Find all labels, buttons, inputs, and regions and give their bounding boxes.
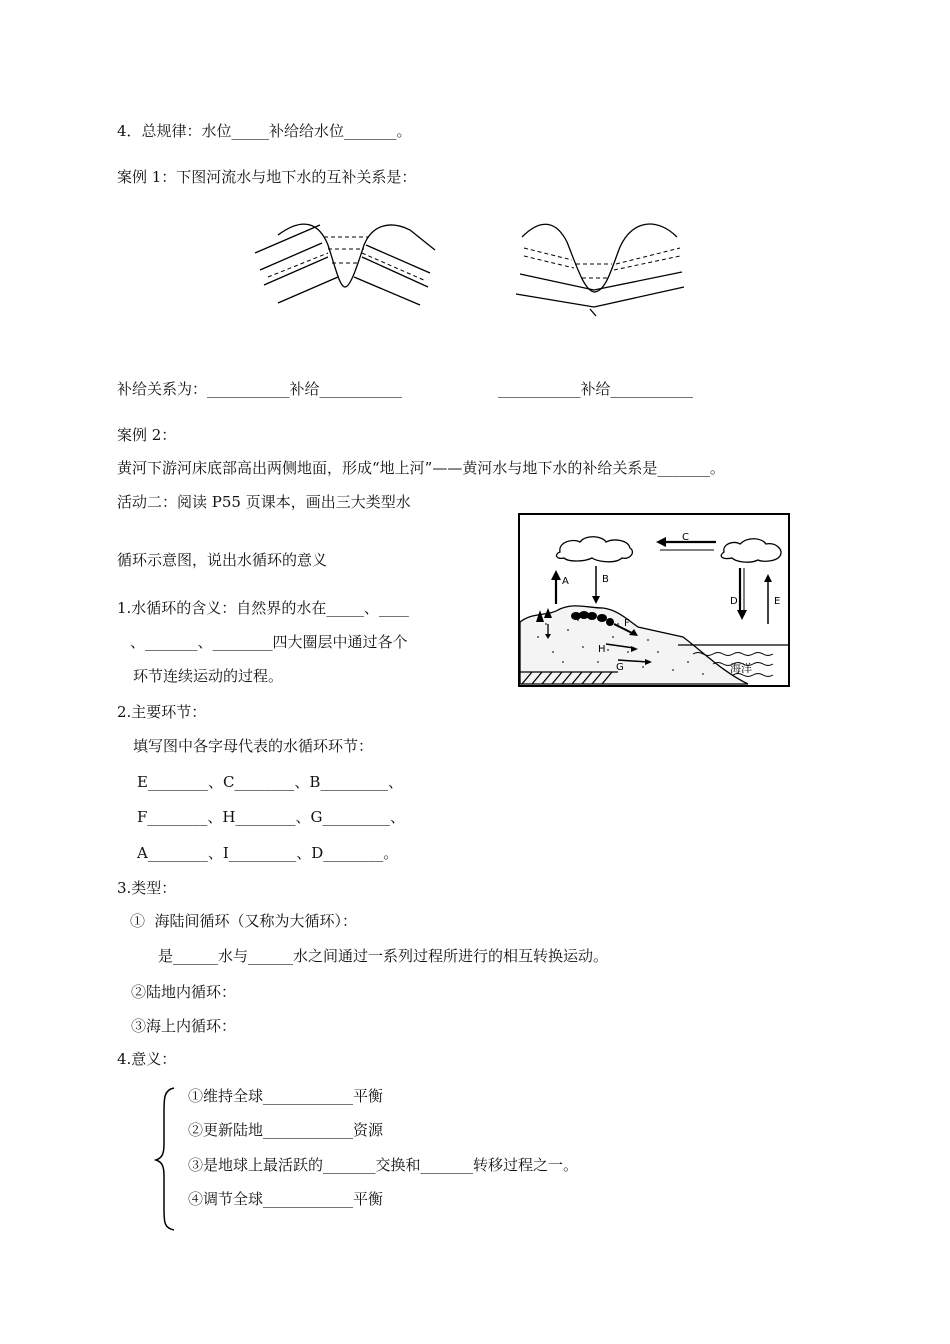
significance-3: ③是地球上最活跃的_______交换和_______转移过程之一。 — [188, 1156, 579, 1174]
main-links-heading: 2.主要环节： — [117, 703, 207, 721]
fill-instruction: 填写图中各字母代表的水循环环节： — [133, 737, 374, 755]
case2-heading: 案例 2： — [117, 426, 177, 444]
label-a: A — [562, 576, 569, 587]
river-diagram-right — [512, 212, 692, 317]
label-e: E — [774, 596, 781, 607]
fill-row-2: F________、H________、G_________、 — [137, 808, 405, 826]
label-g: G — [616, 662, 624, 673]
type-3: ③海上内循环： — [131, 1017, 237, 1035]
sea-label: 海洋 — [730, 662, 752, 675]
case1-heading: 案例 1：下图河流水与地下水的互补关系是： — [117, 168, 417, 186]
definition-line1: 1.水循环的含义：自然界的水在_____、____ — [117, 599, 409, 617]
label-c: C — [682, 532, 689, 543]
label-f: F — [624, 618, 630, 629]
type-1-desc: 是______水与______水之间通过一系列过程所进行的相互转换运动。 — [158, 947, 609, 965]
case2-text: 黄河下游河床底部高出两侧地面，形成“地上河”——黄河水与地下水的补给关系是_______。 — [117, 459, 725, 477]
label-h: H — [598, 644, 606, 655]
relation-line-right: ___________补给___________ — [498, 380, 694, 398]
fill-row-1: E________、C________、B_________、 — [137, 773, 403, 791]
definition-line3: 环节连续运动的过程。 — [133, 667, 284, 685]
significance-1: ①维持全球____________平衡 — [188, 1087, 384, 1105]
fill-row-3: A________、I_________、D________。 — [137, 844, 399, 862]
types-heading: 3.类型： — [117, 879, 177, 897]
rule-line: 4．总规律：水位_____补给给水位_______。 — [117, 122, 412, 140]
activity2-line2: 循环示意图，说出水循环的意义 — [117, 551, 328, 569]
water-cycle-diagram — [518, 512, 792, 688]
curly-brace — [150, 1084, 180, 1234]
label-b: B — [602, 574, 609, 585]
river-diagram-left — [250, 215, 440, 315]
relation-line-left: 补给关系为：___________补给___________ — [117, 380, 403, 398]
significance-2: ②更新陆地____________资源 — [188, 1121, 384, 1139]
significance-4: ④调节全球____________平衡 — [188, 1190, 384, 1208]
definition-line2: 、_______、________四大圈层中通过各个 — [130, 633, 408, 651]
activity2-line1: 活动二：阅读 P55 页课本，画出三大类型水 — [117, 493, 411, 511]
type-2: ②陆地内循环： — [131, 983, 237, 1001]
significance-heading: 4.意义： — [117, 1050, 177, 1068]
type-1: ① 海陆间循环（又称为大循环）： — [130, 912, 358, 930]
label-d: D — [730, 596, 738, 607]
